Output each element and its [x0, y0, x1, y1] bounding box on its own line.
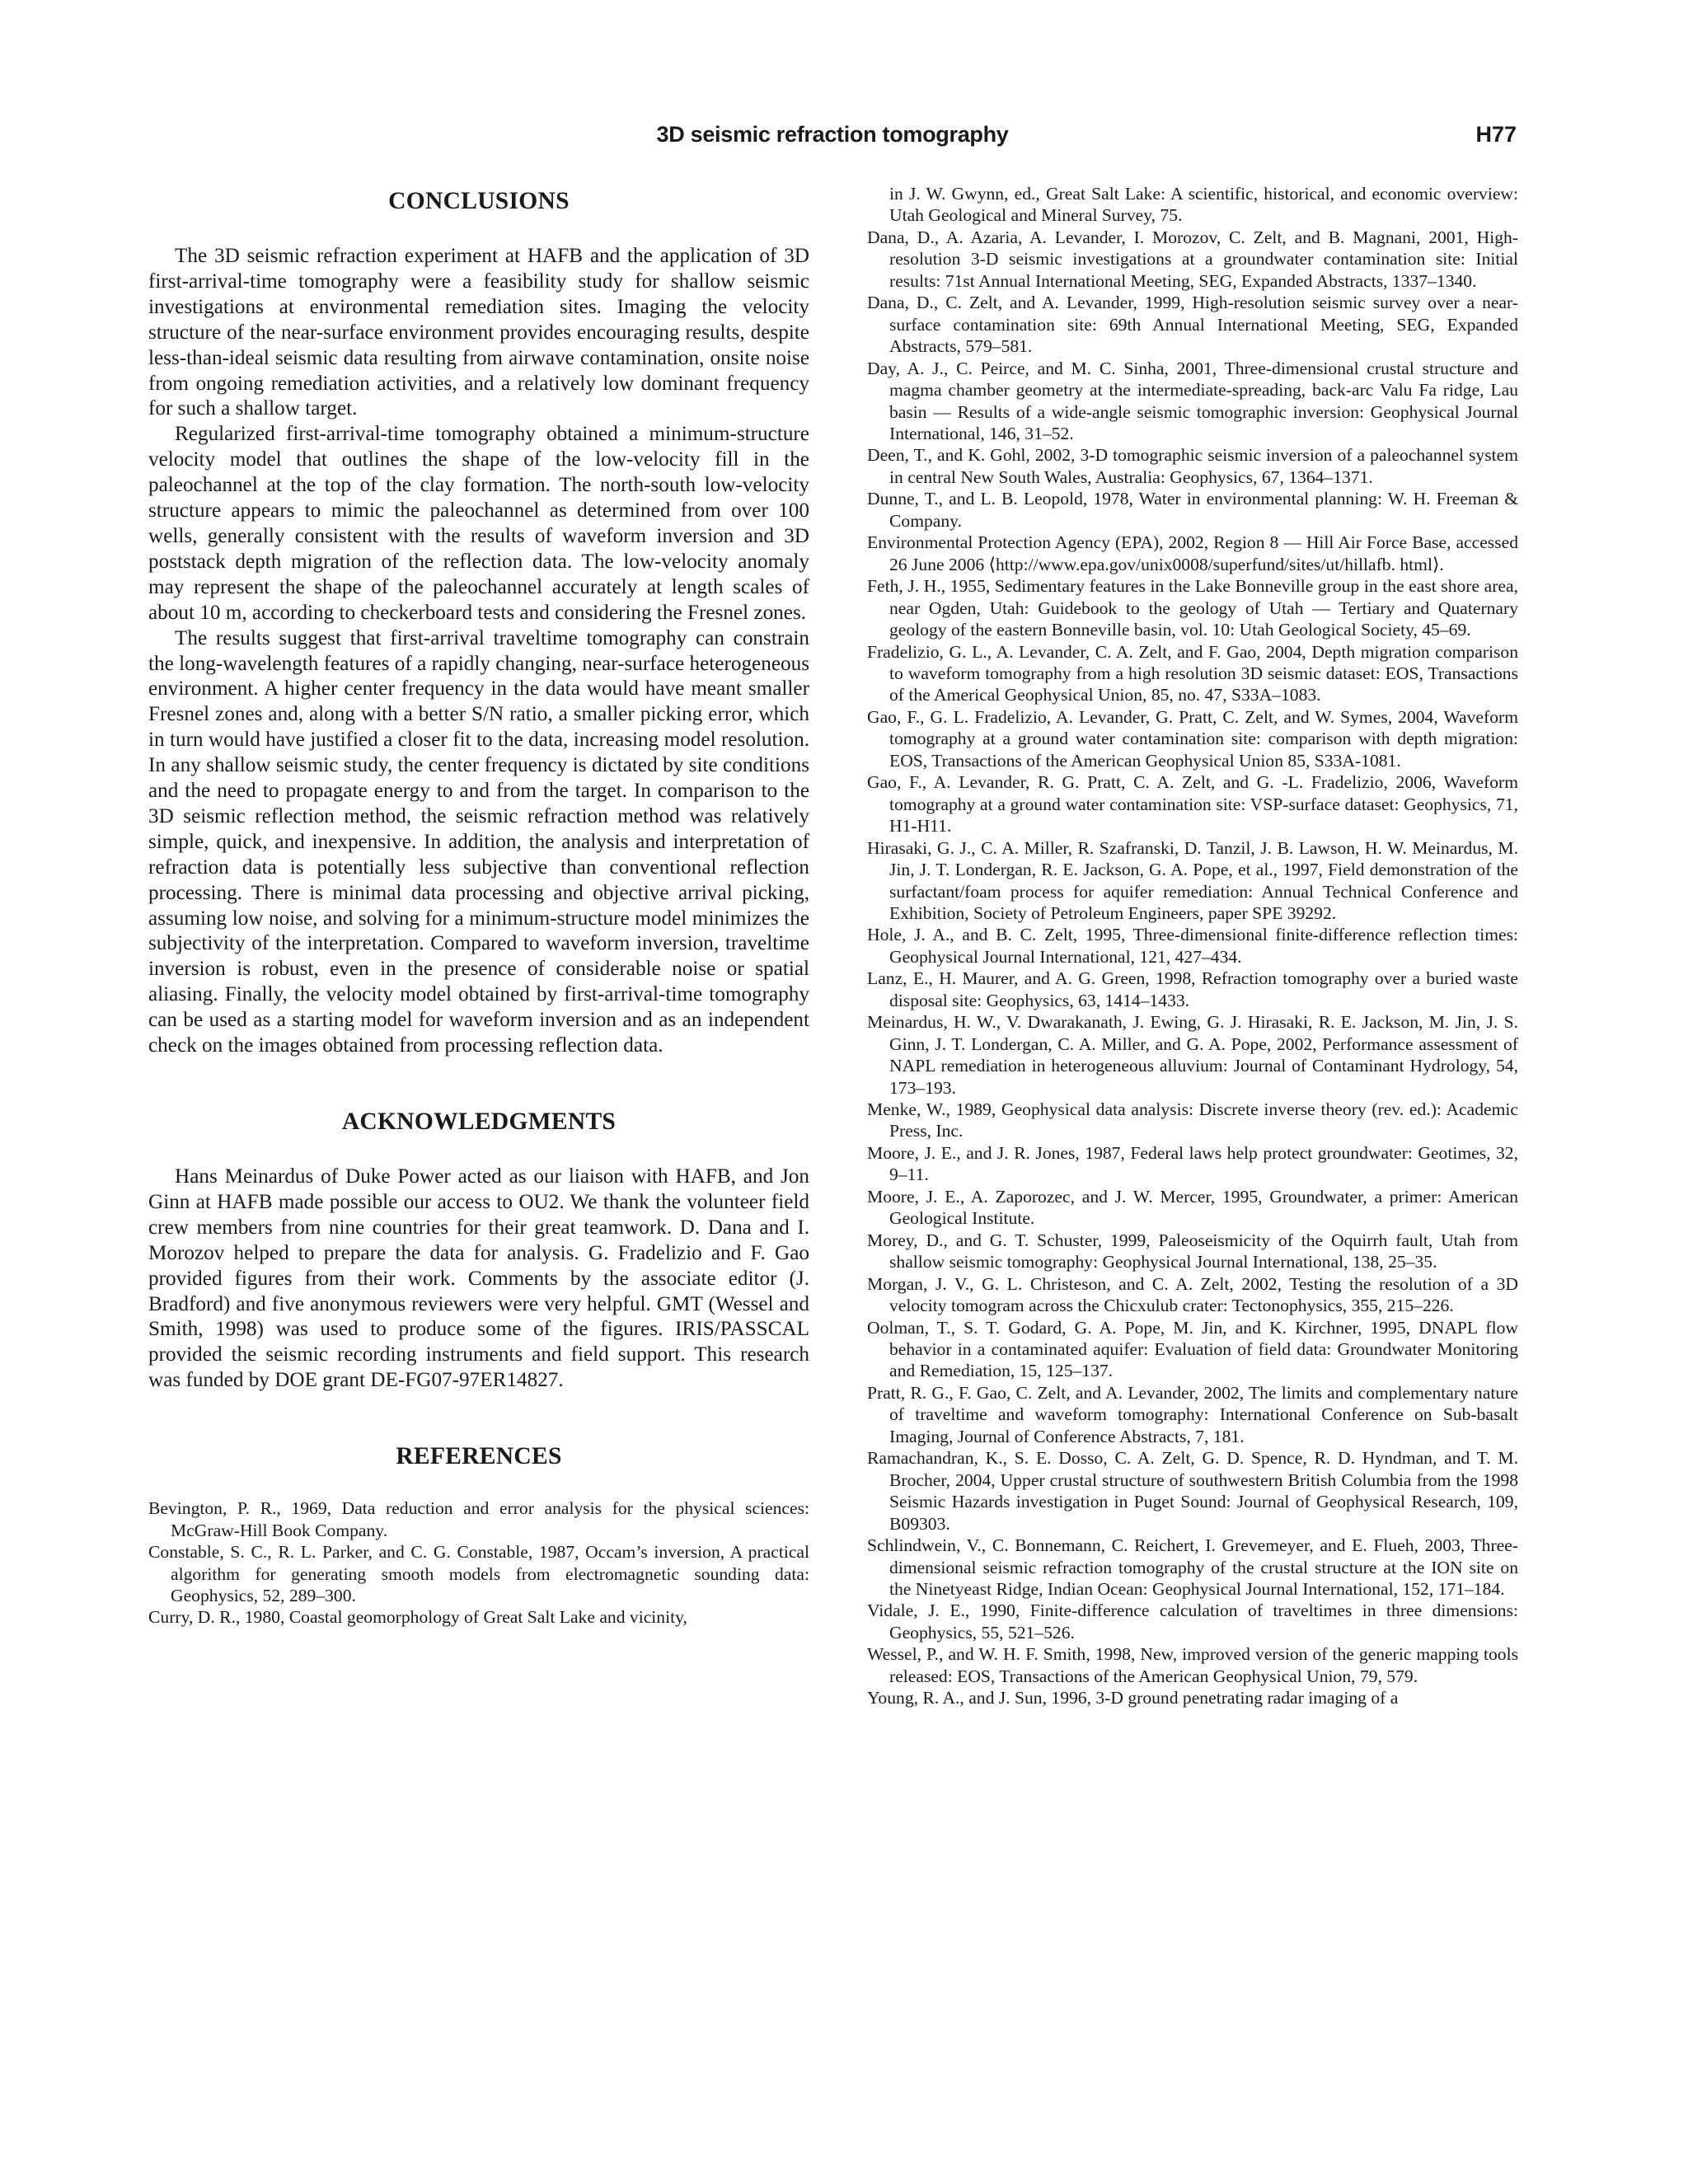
acknowledgments-heading: ACKNOWLEDGMENTS — [341, 1108, 617, 1135]
conclusions-heading: CONCLUSIONS — [388, 188, 570, 214]
reference-entry: Hirasaki, G. J., C. A. Miller, R. Szafranski, D. Tanzil, J. B. Lawson, H. W. Meinardus, M. Jin, J. T. Londergan, R. E. Jackson, G. A. Pope, et al., 1997, Field demonstration of the surfactant/foam process for aquifer remediation: Annual Technical Conference and Exhibition, Society of Petroleum Engineers, paper SPE 39292. — [867, 837, 1518, 923]
running-head — [148, 122, 1517, 155]
reference-entry: Deen, T., and K. Gohl, 2002, 3-D tomographic seismic inversion of a paleochannel system in central New South Wales, Australia: Geophysics, 67, 1364–1371. — [867, 445, 1518, 487]
reference-entry: Moore, J. E., A. Zaporozec, and J. W. Mercer, 1995, Groundwater, a primer: American Geological Institute. — [867, 1186, 1518, 1229]
reference-entry: Constable, S. C., R. L. Parker, and C. G. Constable, 1987, Occam’s inversion, A practical algorithm for generating smooth models from electromagnetic sounding data: Geophysics, 52, 289–300. — [148, 1542, 809, 1605]
reference-entry: Curry, D. R., 1980, Coastal geomorphology of Great Salt Lake and vicinity, — [148, 1607, 687, 1628]
reference-entry: Wessel, P., and W. H. F. Smith, 1998, New, improved version of the generic mapping tools released: EOS, Transactions of the American Geophysical Union, 79, 579. — [867, 1644, 1518, 1686]
reference-entry: Dana, D., A. Azaria, A. Levander, I. Morozov, C. Zelt, and B. Magnani, 2001, High-resolution 3-D seismic investigations at a groundwater contamination site: Initial results: 71st Annual International Meeting, SEG, Expanded Abstracts, 1337–1340. — [867, 227, 1518, 291]
conclusions-paragraph-3: The results suggest that first-arrival traveltime tomography can constrain the long-wavelength features of a rapidly changing, near-surface heterogeneous environment. A higher center frequency in the data would have meant smaller Fresnel zones and, along with a better S/N ratio, a smaller picking error, which in turn would have justified a closer fit to the data, increasing model resolution. In any shallow seismic study, the center frequency is dictated by site conditions and the need to propagate energy to and from the target. In comparison to the 3D seismic reflection method, the seismic refraction method was relatively simple, quick, and inexpensive. In addition, the analysis and interpretation of refraction data is potentially less subjective than conventional reflection processing. There is minimal data processing and objective arrival picking, assuming low noise, and solving for a minimum-structure model minimizes the subjectivity of the interpretation. Compared to waveform inversion, traveltime inversion is robust, even in the presence of considerable noise or spatial aliasing. Finally, the velocity model obtained by first-arrival-time tomography can be used as a starting model for waveform inversion and as an independent check on the images obtained from processing reflection data. — [148, 626, 809, 1057]
right-column — [867, 183, 1518, 1709]
reference-entry: Pratt, R. G., F. Gao, C. Zelt, and A. Levander, 2002, The limits and complementary nature of traveltime and waveform tomography: International Conference on Sub-basalt Imaging, Journal of Conference Abstracts, 7, 181. — [867, 1382, 1518, 1446]
page-number: H77 — [1475, 122, 1517, 147]
references-heading: REFERENCES — [396, 1443, 562, 1470]
reference-entry: Menke, W., 1989, Geophysical data analysis: Discrete inverse theory (rev. ed.): Academic Press, Inc. — [867, 1099, 1518, 1141]
reference-entry: Day, A. J., C. Peirce, and M. C. Sinha, 2001, Three-dimensional crustal structure and magma chamber geometry at the intermediate-spreading, back-arc Valu Fa ridge, Lau basin — Results of a wide-angle seismic tomographic inversion: Geophysical Journal International, 146, 31–52. — [867, 358, 1518, 443]
running-title: 3D seismic refraction tomography — [656, 122, 1009, 147]
reference-entry: Meinardus, H. W., V. Dwarakanath, J. Ewing, G. J. Hirasaki, R. E. Jackson, M. Jin, J. S. Ginn, J. T. Londergan, C. A. Miller, and G. A. Pope, 2002, Performance assessment of NAPL remediation in heterogeneous alluvium: Journal of Contaminant Hydrology, 54, 173–193. — [867, 1012, 1518, 1098]
references-list-left — [148, 1497, 809, 1629]
reference-entry: Young, R. A., and J. Sun, 1996, 3-D ground penetrating radar imaging of a — [867, 1688, 1399, 1708]
reference-entry: Morey, D., and G. T. Schuster, 1999, Paleoseismicity of the Oquirrh fault, Utah from shallow seismic tomography: Geophysical Journal International, 138, 25–35. — [867, 1230, 1518, 1272]
reference-entry: Schlindwein, V., C. Bonnemann, C. Reichert, I. Grevemeyer, and E. Flueh, 2003, Three-dimensional seismic refraction tomography of the crustal structure at the ION site on the Ninetyeast Ridge, Indian Ocean: Geophysical Journal International, 152, 171–184. — [867, 1535, 1518, 1599]
reference-entry: Vidale, J. E., 1990, Finite-difference calculation of traveltimes in three dimensions: Geophysics, 55, 521–526. — [867, 1601, 1518, 1643]
reference-entry: Gao, F., A. Levander, R. G. Pratt, C. A. Zelt, and G. -L. Fradelizio, 2006, Waveform tomography at a ground water contamination site: VSP-surface dataset: Geophysics, 71, H1-H11. — [867, 772, 1518, 837]
reference-entry: Gao, F., G. L. Fradelizio, A. Levander, G. Pratt, C. Zelt, and W. Symes, 2004, Waveform tomography at a ground water contamination site: comparison with depth migration: EOS, Transactions of the American Geophysical Union 85, S33A-1081. — [867, 706, 1518, 771]
reference-entry: Environmental Protection Agency (EPA), 2002, Region 8 — Hill Air Force Base, accessed 26 June 2006 ⟨http://www.epa.gov/unix0008/superfund/sites/ut/hillafb. html⟩. — [867, 532, 1518, 574]
reference-entry: Morgan, J. V., G. L. Christeson, and C. A. Zelt, 2002, Testing the resolution of a 3D velocity tomogram across the Chicxulub crater: Tectonophysics, 355, 215–226. — [867, 1273, 1518, 1316]
reference-entry: Moore, J. E., and J. R. Jones, 1987, Federal laws help protect groundwater: Geotimes, 32, 9–11. — [867, 1142, 1518, 1185]
conclusions-paragraph-2: Regularized first-arrival-time tomography obtained a minimum-structure velocity model that outlines the shape of the low-velocity fill in the paleochannel at the top of the clay formation. The north-south low-velocity structure appears to mimic the paleochannel as determined from over 100 wells, generally consistent with the results of waveform inversion and 3D poststack depth migration of the reflection data. The low-velocity anomaly may represent the shape of the paleochannel accurately at length scales of about 10 m, according to checkerboard tests and considering the Fresnel zones. — [148, 423, 809, 624]
reference-entry: Feth, J. H., 1955, Sedimentary features in the Lake Bonneville group in the east shore area, near Ogden, Utah: Guidebook to the geology of Utah — Tertiary and Quaternary geology of the eastern Bonneville basin, vol. 10: Utah Geological Society, 45–69. — [867, 576, 1518, 640]
reference-entry: Ramachandran, K., S. E. Dosso, C. A. Zelt, G. D. Spence, R. D. Hyndman, and T. M. Brocher, 2004, Upper crustal structure of southwestern British Columbia from the 1998 Seismic Hazards investigation in Puget Sound: Journal of Geophysical Research, 109, B09303. — [867, 1448, 1518, 1534]
conclusions-paragraph-1: The 3D seismic refraction experiment at HAFB and the application of 3D first-arrival-time tomography were a feasibility study for shallow seismic investigations at environmental remediation sites. Imaging the velocity structure of the near-surface environment provides encouraging results, despite less-than-ideal seismic data resulting from airwave contamination, onsite noise from ongoing remediation activities, and a relatively low dominant frequency for such a shallow target. — [148, 245, 809, 420]
acknowledgments-paragraph: Hans Meinardus of Duke Power acted as our liaison with HAFB, and Jon Ginn at HAFB made possible our access to OU2. We thank the volunteer field crew members from nine countries for their great teamwork. D. Dana and I. Morozov helped to prepare the data for analysis. G. Fradelizio and F. Gao provided figures from their work. Comments by the associate editor (J. Bradford) and five anonymous reviewers were very helpful. GMT (Wessel and Smith, 1998) was used to produce some of the figures. IRIS/PASSCAL provided the seismic recording instruments and field support. This research was funded by DOE grant DE-FG07-97ER14827. — [148, 1165, 809, 1392]
reference-entry: Bevington, P. R., 1969, Data reduction and error analysis for the physical sciences: McGraw-Hill Book Company. — [148, 1498, 809, 1540]
reference-entry: Oolman, T., S. T. Godard, G. A. Pope, M. Jin, and K. Kirchner, 1995, DNAPL flow behavior in a contaminated aquifer: Evaluation of field data: Groundwater Monitoring and Remediation, 15, 125–137. — [867, 1317, 1518, 1381]
reference-entry: Lanz, E., H. Maurer, and A. G. Green, 1998, Refraction tomography over a buried waste disposal site: Geophysics, 63, 1414–1433. — [867, 968, 1518, 1010]
reference-entry: Dunne, T., and L. B. Leopold, 1978, Water in environmental planning: W. H. Freeman & Company. — [867, 489, 1518, 531]
reference-entry-continued: in J. W. Gwynn, ed., Great Salt Lake: A scientific, historical, and economic overview: Utah Geological and Mineral Survey, 75. — [889, 184, 1518, 226]
left-column — [148, 183, 809, 1629]
reference-entry: Hole, J. A., and B. C. Zelt, 1995, Three-dimensional finite-difference reflection times: Geophysical Journal International, 121, 427–434. — [867, 925, 1518, 967]
reference-entry: Dana, D., C. Zelt, and A. Levander, 1999, High-resolution seismic survey over a near-surface contamination site: 69th Annual International Meeting, SEG, Expanded Abstracts, 579–581. — [867, 293, 1518, 357]
reference-entry: Fradelizio, G. L., A. Levander, C. A. Zelt, and F. Gao, 2004, Depth migration comparison to waveform tomography from a high resolution 3D seismic dataset: EOS, Transactions of the Americal Geophysical Union, 85, no. 47, S33A–1083. — [867, 641, 1518, 705]
references-list-right — [867, 183, 1518, 1709]
